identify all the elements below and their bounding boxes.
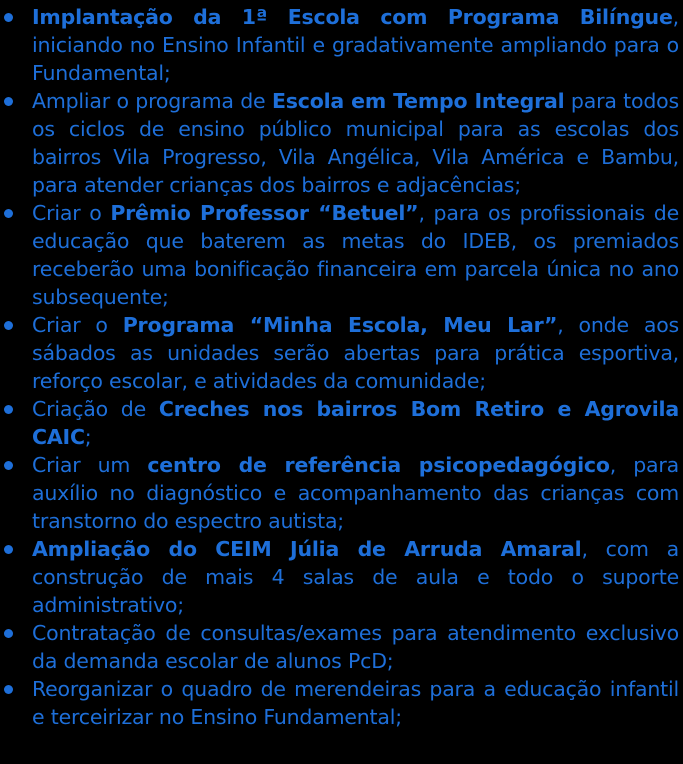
item-text-before: Ampliar o programa de	[32, 89, 272, 113]
item-text-before: Criação de	[32, 397, 159, 421]
list-item	[0, 675, 679, 731]
item-text-before: Criar o	[32, 313, 123, 337]
item-text-before: Contratação de consultas/exames para atendimento exclusivo da demanda escolar de alunos PcD;	[32, 621, 679, 673]
item-text-bold: Prêmio Professor “Betuel”	[110, 201, 419, 225]
bullet-icon	[4, 685, 13, 694]
list-item	[0, 87, 679, 199]
bullet-icon	[4, 209, 13, 218]
bullet-icon	[4, 321, 13, 330]
item-text-after: , iniciando no Ensino Infantil e gradativamente ampliando para o Fundamental;	[32, 5, 679, 85]
list-item	[0, 395, 679, 451]
item-text-bold: centro de referência psicopedagógico	[147, 453, 610, 477]
list-item	[0, 311, 679, 395]
bullet-icon	[4, 405, 13, 414]
item-text-bold: Programa “Minha Escola, Meu Lar”	[122, 313, 558, 337]
list-item	[0, 199, 679, 311]
bullet-icon	[4, 97, 13, 106]
list-item	[0, 535, 679, 619]
item-text-bold: Ampliação do CEIM Júlia de Arruda Amaral	[32, 537, 582, 561]
item-text-after: , onde aos sábados as unidades serão abertas para prática esportiva, reforço escolar, e atividades da comunidade;	[32, 313, 680, 393]
item-text-bold: Implantação da 1ª Escola com Programa Bilíngue	[32, 5, 673, 29]
item-text-after: ;	[84, 425, 92, 449]
list-item	[0, 619, 679, 675]
item-text-after: , com a construção de mais 4 salas de aula e todo o suporte administrativo;	[32, 537, 679, 617]
list-item	[0, 3, 679, 87]
bullet-icon	[4, 545, 13, 554]
item-text-after: , para os profissionais de educação que baterem as metas do IDEB, os premiados receberão uma bonificação financeira em parcela única no ano subsequente;	[32, 201, 679, 309]
item-text-bold: Escola em Tempo Integral	[271, 89, 565, 113]
list-item	[0, 451, 679, 535]
item-text-before: Criar o	[32, 201, 111, 225]
bullet-icon	[4, 629, 13, 638]
item-text-before: Criar um	[32, 453, 148, 477]
item-text-after: para todos os ciclos de ensino público municipal para as escolas dos bairros Vila Progresso, Vila Angélica, Vila América e Bambu, para atender crianças dos bairros e adjacências;	[32, 89, 679, 197]
item-text-before: Reorganizar o quadro de merendeiras para a educação infantil e terceirizar no Ensino Fundamental;	[32, 677, 679, 729]
item-text-bold: Creches nos bairros Bom Retiro e Agrovila CAIC	[32, 397, 679, 449]
item-text-after: , para auxílio no diagnóstico e acompanhamento das crianças com transtorno do espectro autista;	[32, 453, 679, 533]
bullet-icon	[4, 13, 13, 22]
bullet-icon	[4, 461, 13, 470]
